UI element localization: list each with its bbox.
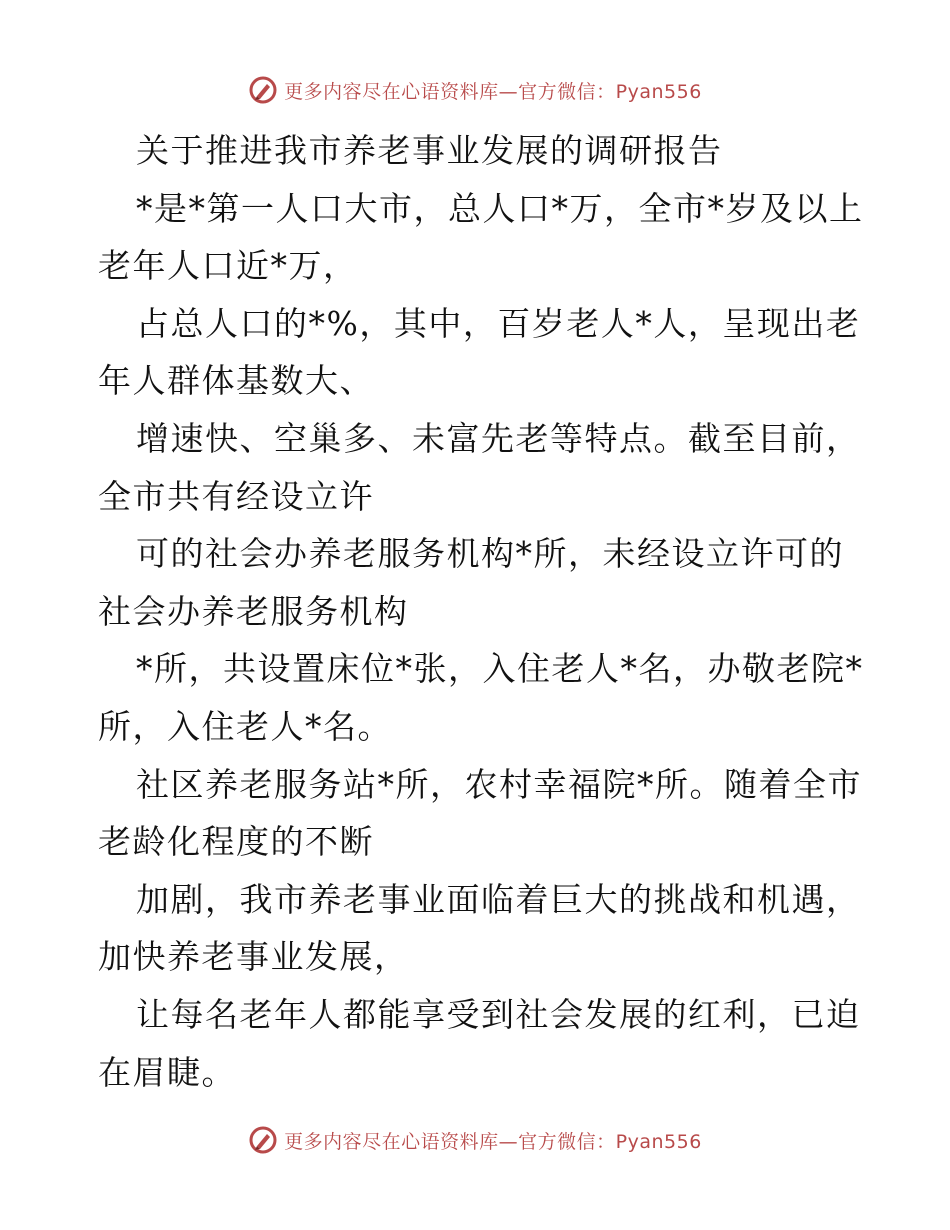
paragraph-line: 社会办养老服务机构 bbox=[98, 591, 409, 631]
header-banner-text: 更多内容尽在心语资料库—官方微信：Pyan556 bbox=[284, 80, 702, 103]
paragraph-line: 老年人口近*万， bbox=[98, 246, 358, 286]
paragraph-line: 可的社会办养老服务机构*所，未经设立许可的 bbox=[136, 534, 844, 574]
paragraph-line: 增速快、空巢多、未富先老等特点。截至目前， bbox=[136, 418, 861, 458]
paragraph-line: 在眉睫。 bbox=[98, 1052, 236, 1092]
paragraph-line: 所，入住老人*名。 bbox=[98, 706, 392, 746]
paragraph-line: 年人群体基数大、 bbox=[98, 361, 374, 401]
pen-logo-icon bbox=[248, 75, 278, 105]
header-banner bbox=[0, 70, 950, 110]
pen-logo-icon bbox=[248, 1125, 278, 1155]
footer-banner-text: 更多内容尽在心语资料库—官方微信：Pyan556 bbox=[284, 1130, 702, 1153]
paragraph-line: 社区养老服务站*所，农村幸福院*所。随着全市 bbox=[136, 764, 862, 804]
paragraph-line: *是*第一人口大市，总人口*万，全市*岁及以上 bbox=[136, 188, 864, 228]
document-title: 关于推进我市养老事业发展的调研报告 bbox=[136, 131, 723, 170]
paragraph-line: 全市共有经设立许 bbox=[98, 476, 374, 516]
paragraph-line: *所，共设置床位*张，入住老人*名，办敬老院* bbox=[136, 649, 864, 689]
paragraph-line: 让每名老年人都能享受到社会发展的红利，已迫 bbox=[136, 994, 861, 1034]
paragraph-line: 占总人口的*%，其中，百岁老人*人，呈现出老 bbox=[136, 303, 861, 343]
footer-banner bbox=[0, 1120, 950, 1160]
document-body bbox=[98, 122, 864, 1101]
paragraph-line: 加快养老事业发展， bbox=[98, 937, 409, 977]
paragraph-line: 老龄化程度的不断 bbox=[98, 822, 374, 862]
paragraph-line: 加剧，我市养老事业面临着巨大的挑战和机遇， bbox=[136, 879, 861, 919]
